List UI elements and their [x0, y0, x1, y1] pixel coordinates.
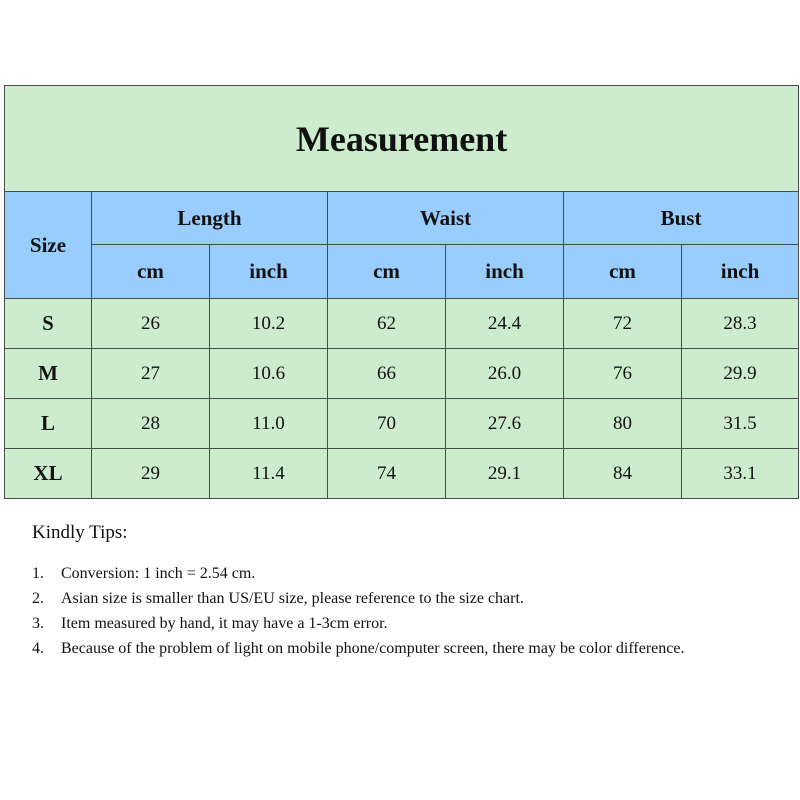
- table-cell: 10.2: [210, 299, 328, 349]
- tip-text: Item measured by hand, it may have a 1-3cm error.: [61, 615, 388, 632]
- table-cell: 27.6: [446, 399, 564, 449]
- table-cell: 29.1: [446, 449, 564, 499]
- tip-text: Conversion: 1 inch = 2.54 cm.: [61, 565, 256, 582]
- table-cell: 29.9: [682, 349, 799, 399]
- tips-list: [32, 561, 772, 661]
- size-label: S: [5, 299, 92, 349]
- table-cell: 29: [92, 449, 210, 499]
- table-cell: 74: [328, 449, 446, 499]
- list-number: 4.: [32, 640, 44, 657]
- table-cell: 80: [564, 399, 682, 449]
- table-cell: 76: [564, 349, 682, 399]
- length-header: Length: [92, 192, 328, 245]
- unit-header: inch: [446, 245, 564, 299]
- table-row: [5, 349, 799, 399]
- table-row: [5, 299, 799, 349]
- table-cell: 66: [328, 349, 446, 399]
- table-cell: 26.0: [446, 349, 564, 399]
- chart-title: Measurement: [5, 86, 799, 192]
- table-row: [5, 449, 799, 499]
- size-label: L: [5, 399, 92, 449]
- table-cell: 33.1: [682, 449, 799, 499]
- table-cell: 84: [564, 449, 682, 499]
- unit-header: inch: [210, 245, 328, 299]
- size-chart-table: [4, 85, 799, 499]
- list-number: 3.: [32, 615, 44, 632]
- list-item: [32, 586, 772, 611]
- table-cell: 10.6: [210, 349, 328, 399]
- tip-text: Asian size is smaller than US/EU size, please reference to the size chart.: [61, 590, 524, 607]
- unit-header: cm: [564, 245, 682, 299]
- size-label: XL: [5, 449, 92, 499]
- tips-title: Kindly Tips:: [32, 522, 128, 543]
- table-cell: 26: [92, 299, 210, 349]
- list-number: 1.: [32, 565, 44, 582]
- table-cell: 28: [92, 399, 210, 449]
- table-cell: 31.5: [682, 399, 799, 449]
- table-cell: 28.3: [682, 299, 799, 349]
- size-label: M: [5, 349, 92, 399]
- tip-text: Because of the problem of light on mobile phone/computer screen, there may be color difference.: [61, 640, 685, 657]
- table-cell: 62: [328, 299, 446, 349]
- table-row: [5, 399, 799, 449]
- table-cell: 70: [328, 399, 446, 449]
- unit-header: cm: [92, 245, 210, 299]
- list-item: [32, 636, 772, 661]
- waist-header: Waist: [328, 192, 564, 245]
- table-cell: 11.0: [210, 399, 328, 449]
- unit-header: inch: [682, 245, 799, 299]
- table-cell: 72: [564, 299, 682, 349]
- unit-header: cm: [328, 245, 446, 299]
- list-number: 2.: [32, 590, 44, 607]
- list-item: [32, 561, 772, 586]
- table-cell: 24.4: [446, 299, 564, 349]
- size-column-header: Size: [5, 192, 92, 299]
- tips-section: [32, 520, 772, 661]
- table-cell: 27: [92, 349, 210, 399]
- table-cell: 11.4: [210, 449, 328, 499]
- bust-header: Bust: [564, 192, 799, 245]
- list-item: [32, 611, 772, 636]
